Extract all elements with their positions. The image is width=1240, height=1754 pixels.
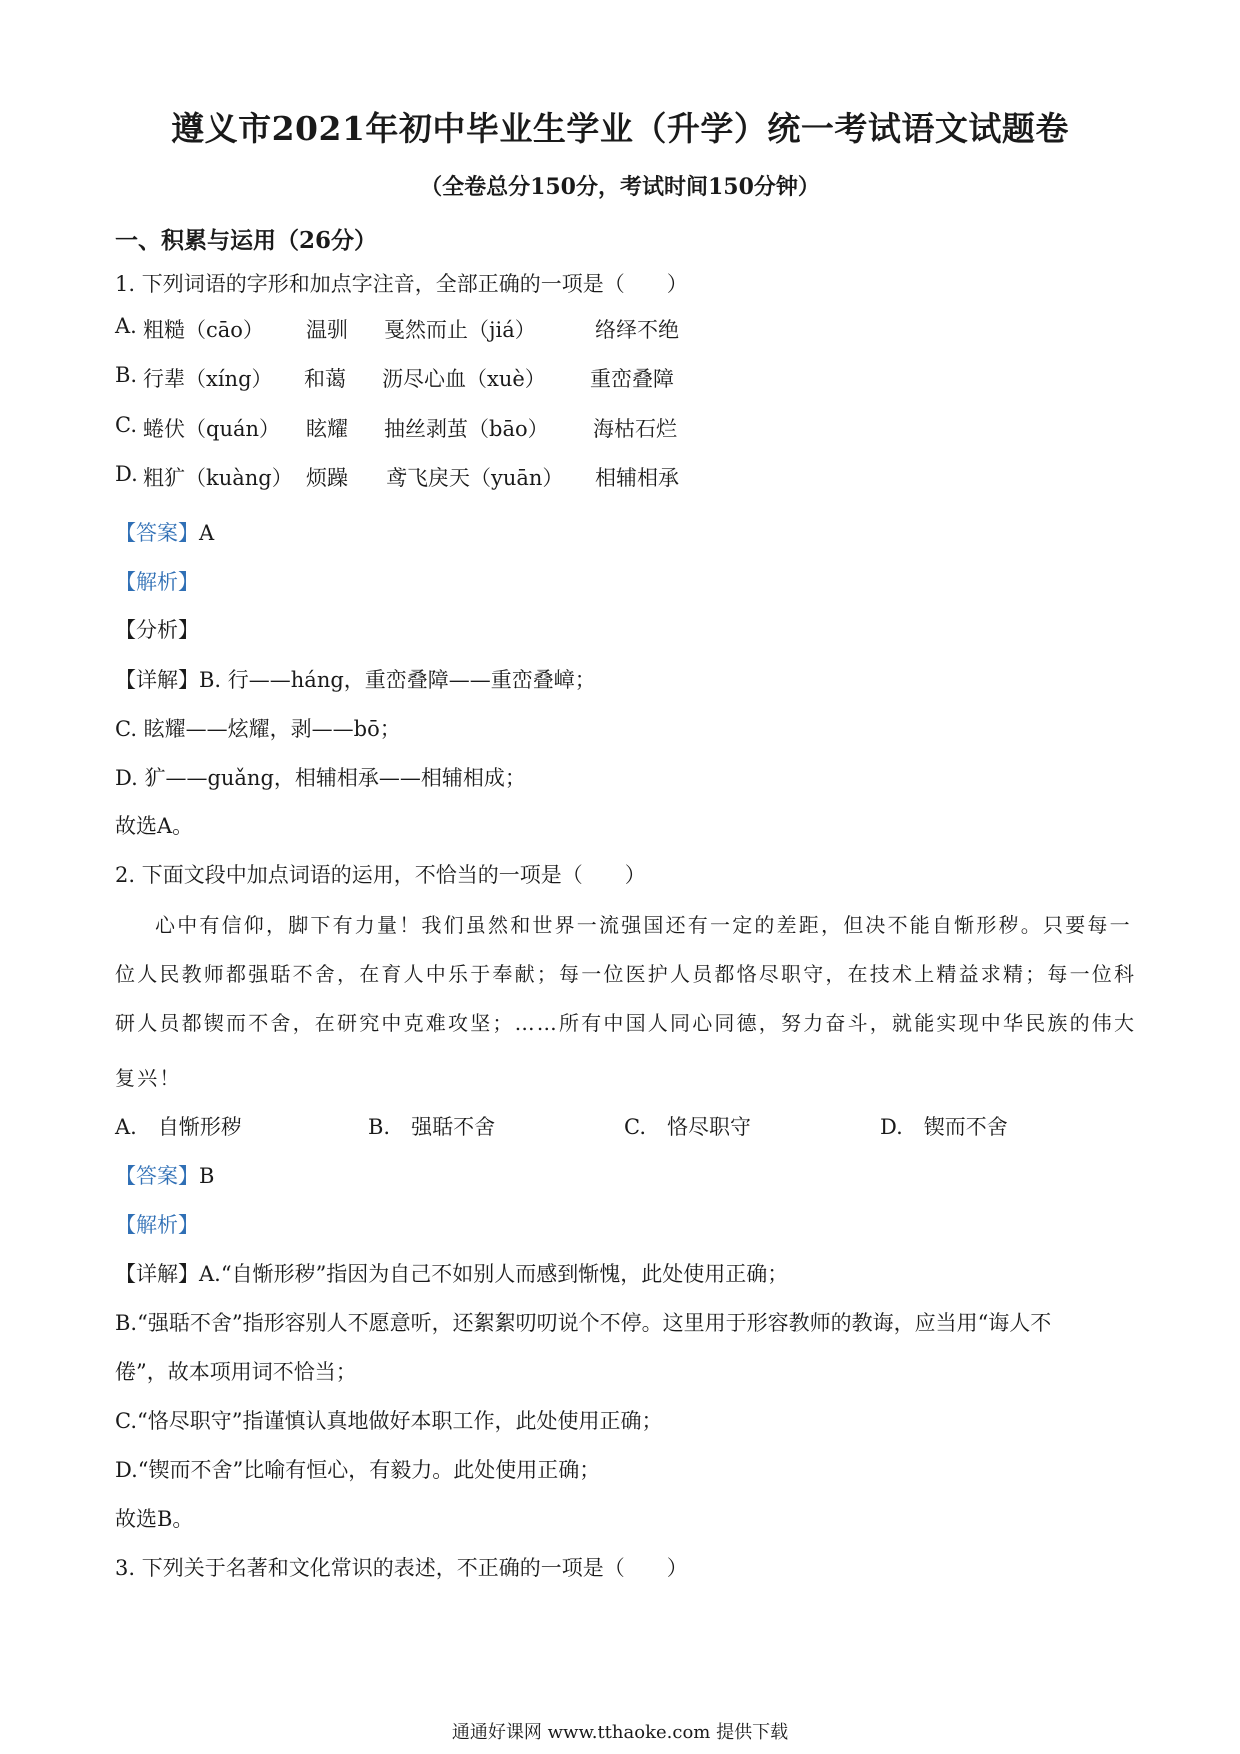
- option-label: D.: [115, 462, 138, 486]
- detail-tag: 【详解】: [115, 668, 199, 692]
- answer-tag: 【答案】: [115, 521, 199, 545]
- option-word: 沥尽心血（xuè）: [382, 367, 546, 391]
- page-title: 遵义市2021年初中毕业生学业（升学）统一考试语文试题卷: [171, 109, 1069, 148]
- detail-line: C.“恪尽职守”指谨慎认真地做好本职工作，此处使用正确；: [115, 1409, 663, 1433]
- detail-line: D.“锲而不舍”比喻有恒心，有毅力。此处使用正确；: [115, 1458, 601, 1482]
- question-2-answer: [115, 1160, 214, 1190]
- option-word: 络绎不绝: [595, 318, 679, 342]
- question-2-option-b: B. 强聒不舍: [368, 1115, 496, 1139]
- detail-line: B. 行——háng，重峦叠障——重峦叠嶂；: [199, 668, 596, 692]
- option-word: 行辈（xíng）: [143, 367, 273, 391]
- option-label: A.: [115, 314, 137, 338]
- detail-tag: 【详解】: [115, 1262, 199, 1286]
- option-word: 粗糙（cāo）: [143, 318, 264, 342]
- detail-line: 故选B。: [115, 1507, 194, 1531]
- option-word: 烦躁: [306, 466, 348, 490]
- question-1-detail: [115, 664, 596, 694]
- question-1-answer: [115, 517, 214, 547]
- option-word: 抽丝剥茧（bāo）: [384, 417, 549, 441]
- passage-line: 研人员都锲而不舍，在研究中克难攻坚；……所有中国人同心同德，努力奋斗，就能实现中华民族的伟大: [115, 1011, 1137, 1035]
- page-subtitle: （全卷总分150分，考试时间150分钟）: [420, 174, 820, 200]
- question-1-analysis-tag: 【解析】: [115, 570, 199, 594]
- question-2-option-c: C. 恪尽职守: [624, 1115, 751, 1139]
- passage-line: 复兴！: [115, 1066, 182, 1090]
- option-label: C.: [115, 413, 137, 437]
- detail-line: B.“强聒不舍”指形容别人不愿意听，还絮絮叨叨说个不停。这里用于形容教师的教诲，应当用“诲人不: [115, 1311, 1052, 1335]
- question-1-fenxi-tag: 【分析】: [115, 618, 199, 642]
- option-word: 温驯: [306, 318, 348, 342]
- option-word: 重峦叠障: [590, 367, 674, 391]
- passage-line: 位人民教师都强聒不舍，在育人中乐于奉献；每一位医护人员都恪尽职守，在技术上精益求精；每一位科: [115, 962, 1137, 986]
- detail-line: 故选A。: [115, 814, 194, 838]
- passage-line: 心中有信仰，脚下有力量！我们虽然和世界一流强国还有一定的差距，但决不能自惭形秽。只要每一: [155, 913, 1132, 937]
- question-3-stem: 3. 下列关于名著和文化常识的表述，不正确的一项是（ ）: [115, 1556, 688, 1580]
- answer-value: A: [199, 521, 215, 545]
- question-2-stem: 2. 下面文段中加点词语的运用，不恰当的一项是（ ）: [115, 863, 646, 887]
- detail-line: 倦”，故本项用词不恰当；: [115, 1360, 357, 1384]
- detail-line: A.“自惭形秽”指因为自己不如别人而感到惭愧，此处使用正确；: [199, 1262, 789, 1286]
- option-word: 和蔼: [304, 367, 346, 391]
- page-footer: 通通好课网 www.tthaoke.com 提供下载: [451, 1722, 789, 1743]
- answer-tag: 【答案】: [115, 1164, 199, 1188]
- option-word: 眩耀: [306, 417, 348, 441]
- answer-value: B: [199, 1164, 215, 1188]
- question-1-stem: 1. 下列词语的字形和加点字注音，全部正确的一项是（ ）: [115, 272, 688, 296]
- option-word: 海枯石烂: [593, 417, 677, 441]
- section-heading: 一、积累与运用（26分）: [115, 227, 378, 254]
- option-word: 蜷伏（quán）: [143, 417, 281, 441]
- question-2-analysis-tag: 【解析】: [115, 1213, 199, 1237]
- question-2-option-d: D. 锲而不舍: [880, 1115, 1008, 1139]
- option-word: 鸢飞戾天（yuān）: [386, 466, 564, 490]
- detail-line: C. 眩耀——炫耀，剥——bō；: [115, 717, 401, 741]
- question-2-detail: [115, 1258, 788, 1288]
- option-word: 相辅相承: [595, 466, 679, 490]
- detail-line: D. 犷——guǎng，相辅相承——相辅相成；: [115, 766, 526, 790]
- option-word: 粗犷（kuàng）: [143, 466, 293, 490]
- option-word: 戛然而止（jiá）: [384, 318, 536, 342]
- option-label: B.: [115, 363, 138, 387]
- question-2-option-a: A. 自惭形秽: [115, 1115, 242, 1139]
